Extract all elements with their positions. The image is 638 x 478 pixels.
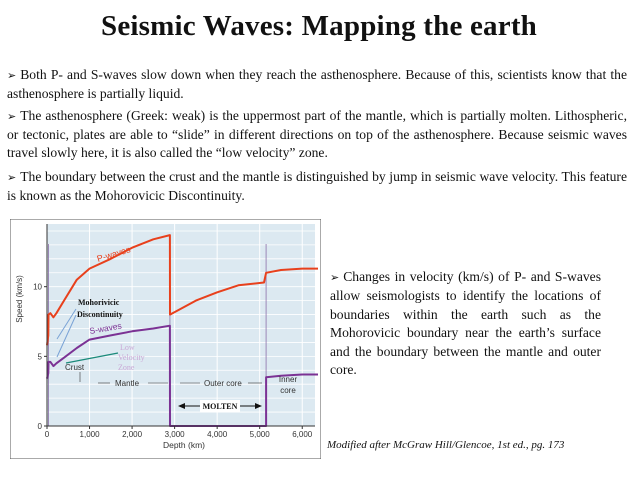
outer-core-label: Outer core (204, 379, 242, 388)
bullet-arrow-icon: ➢ (7, 69, 17, 82)
x-tick-label: 2,000 (122, 430, 143, 439)
side-note-text: Changes in velocity (km/s) of P- and S-waves allow seismologists to identify the locations of boundaries within the earth such as the Mohorovicic boundary near the earth’s surface and the boundary between the mantle and outer core. (330, 269, 601, 378)
page-title: Seismic Waves: Mapping the earth (100, 10, 538, 42)
paragraph-p-s-waves (7, 66, 627, 103)
paragraph-text: The boundary between the crust and the mantle is distinguished by jump in seismic wave velocity. This feature is known as the Mohorovicic Discontinuity. (7, 169, 627, 203)
molten-label: MOLTEN (202, 402, 238, 411)
moho-label-line1: Mohorivicic (78, 298, 120, 307)
x-tick-label: 6,000 (292, 430, 313, 439)
paragraph-moho (7, 168, 627, 205)
bullet-arrow-icon: ➢ (7, 110, 17, 123)
moho-label-line2: Discontinuity (77, 310, 123, 319)
seismic-velocity-chart (10, 219, 321, 459)
p-wave-label: P-waves (95, 244, 132, 264)
source-credit: Modified after McGraw Hill/Glencoe, 1st ed., pg. 173 (327, 439, 565, 451)
x-tick-label: 3,000 (164, 430, 185, 439)
bullet-arrow-icon: ➢ (7, 171, 17, 184)
y-tick-label: 10 (33, 282, 42, 292)
x-tick-label: 1,000 (79, 430, 100, 439)
inner-core-label-line1: Inner (278, 375, 298, 384)
paragraph-asthenosphere (7, 107, 627, 162)
side-note (330, 268, 601, 379)
lvz-label-line3: Zone (118, 363, 135, 372)
x-tick-label: 5,000 (249, 430, 270, 439)
lvz-label-line1: Low (120, 343, 135, 352)
paragraph-text: The asthenosphere (Greek: weak) is the uppermost part of the mantle, which is partially molten. Lithospheric, or tectonic, plates are able to “slide” in different directions on top of the asthenosphere. Because seismic waves travel slowly here, it is also called the “low velocity” zone. (7, 108, 627, 160)
paragraph-text: Both P- and S-waves slow down when they reach the asthenosphere. Because of this, scientists know that the asthenosphere is partially liquid. (7, 67, 627, 101)
crust-label: Crust (65, 363, 85, 372)
s-wave-label: S-waves (88, 320, 123, 336)
x-tick-label: 0 (44, 430, 50, 439)
x-tick-label: 4,000 (207, 430, 228, 439)
bullet-arrow-icon: ➢ (330, 271, 340, 284)
y-tick-label: 0 (37, 422, 42, 431)
plot-background (47, 224, 315, 426)
mantle-label: Mantle (115, 379, 140, 388)
y-tick-label: 5 (37, 352, 42, 362)
y-axis-title: Speed (km/s) (15, 275, 24, 323)
x-axis-title: Depth (km) (162, 440, 206, 450)
lvz-label-line2: Velocity (118, 353, 145, 362)
inner-core-label-line2: core (280, 386, 296, 395)
